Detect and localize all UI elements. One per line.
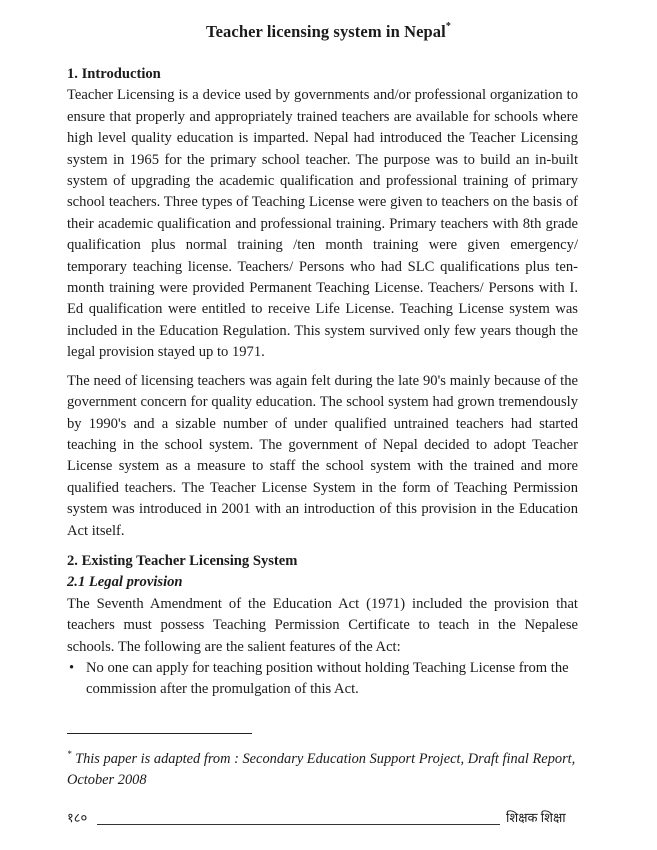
footer-journal-label: शिक्षक शिक्षा	[506, 810, 566, 825]
document-title	[0, 22, 657, 42]
footnote-divider	[67, 733, 252, 734]
footnote-text: This paper is adapted from : Secondary Education Support Project, Draft final Report, October 2008	[67, 750, 576, 789]
list-item-text: No one can apply for teaching position without holding Teaching License from the commission after the promulgation of this Act.	[86, 659, 569, 698]
act-features-list	[67, 658, 578, 701]
introduction-paragraph-1: Teacher Licensing is a device used by governments and/or professional organization to ensure that properly and appropriately trained teachers are available for schools where high level quality education is imparted. Nepal had introduced the Teacher Licensing system in 1965 for the primary school teacher. The purpose was to build an in-built system of upgrading the academic qualification and professional training of primary school teachers. Three types of Teaching License were given to teachers on the basis of their academic qualification and professional training. Primary teachers with 8th grade qualification plus normal training /ten month training were given emergency/ temporary teaching license. Teachers/ Persons who had SLC qualifications plus ten-month training were provided Permanent Teaching License. Teachers/ Persons with I. Ed qualification were entitled to receive Life License. Teaching License system was included in the Education Regulation. This system survived only few years though the legal provision stayed up to 1971.	[67, 87, 578, 361]
footnote	[67, 744, 587, 792]
footer-divider	[97, 824, 500, 825]
title-footnote-marker: *	[445, 20, 451, 32]
footnote-marker: *	[67, 749, 72, 759]
page-number: १८०	[67, 810, 88, 825]
legal-provision-paragraph: The Seventh Amendment of the Education Act (1971) included the provision that teachers must possess Teaching Permission Certificate to teach in the Nepalese schools. The following are the salient features of the Act:	[67, 595, 578, 655]
bullet-icon: •	[69, 659, 75, 676]
section-heading-existing-system: 2. Existing Teacher Licensing System	[67, 552, 298, 569]
section-heading-introduction: 1. Introduction	[67, 66, 161, 82]
introduction-paragraph-2: The need of licensing teachers was again felt during the late 90's mainly because of the government concern for quality education. The school system had grown tremendously by 1990's and a sizable number of under qualified untrained teachers had started teaching in the school system. The government of Nepal decided to adopt Teacher License system as a measure to staff the school system with the trained and more qualified teachers. The Teacher License System in the form of Teaching Permission system was introduced in 2001 with an introduction of this provision in the Education Act itself.	[67, 372, 578, 539]
title-text: Teacher licensing system in Nepal	[206, 22, 446, 41]
subsection-heading-legal-provision: 2.1 Legal provision	[67, 574, 183, 591]
document-body	[67, 64, 578, 701]
list-item	[67, 658, 578, 701]
